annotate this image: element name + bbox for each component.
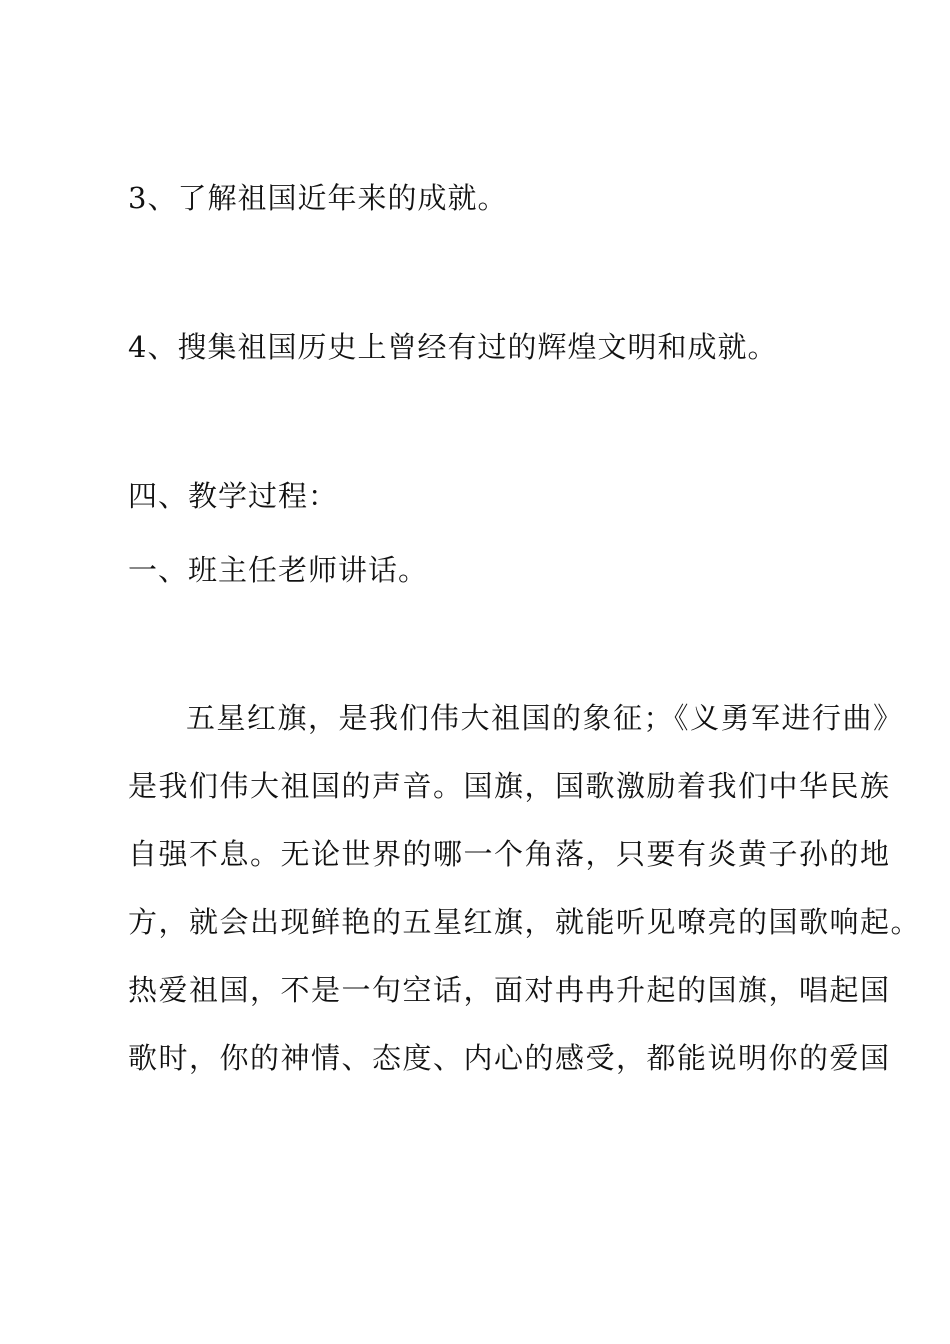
- paragraph-line: 歌时，你的神情、态度、内心的感受，都能说明你的爱国: [128, 1041, 891, 1075]
- list-item-3: 3、了解祖国近年来的成就。: [128, 181, 508, 215]
- paragraph-line: 五星红旗，是我们伟大祖国的象征；《义勇军进行曲》: [186, 701, 904, 735]
- body-paragraph: [128, 700, 922, 1108]
- section-heading: 四、教学过程：: [128, 479, 339, 513]
- paragraph-line: 热爱祖国，不是一句空话，面对冉冉升起的国旗，唱起国: [128, 973, 891, 1007]
- step-heading: 一、班主任老师讲话。: [128, 553, 429, 587]
- paragraph-line: 是我们伟大祖国的声音。国旗，国歌激励着我们中华民族: [128, 769, 891, 803]
- paragraph-line: 自强不息。无论世界的哪一个角落，只要有炎黄子孙的地: [128, 837, 891, 871]
- list-item-4: 4、搜集祖国历史上曾经有过的辉煌文明和成就。: [128, 330, 778, 364]
- paragraph-line: 方，就会出现鲜艳的五星红旗，就能听见嘹亮的国歌响起。: [128, 905, 922, 939]
